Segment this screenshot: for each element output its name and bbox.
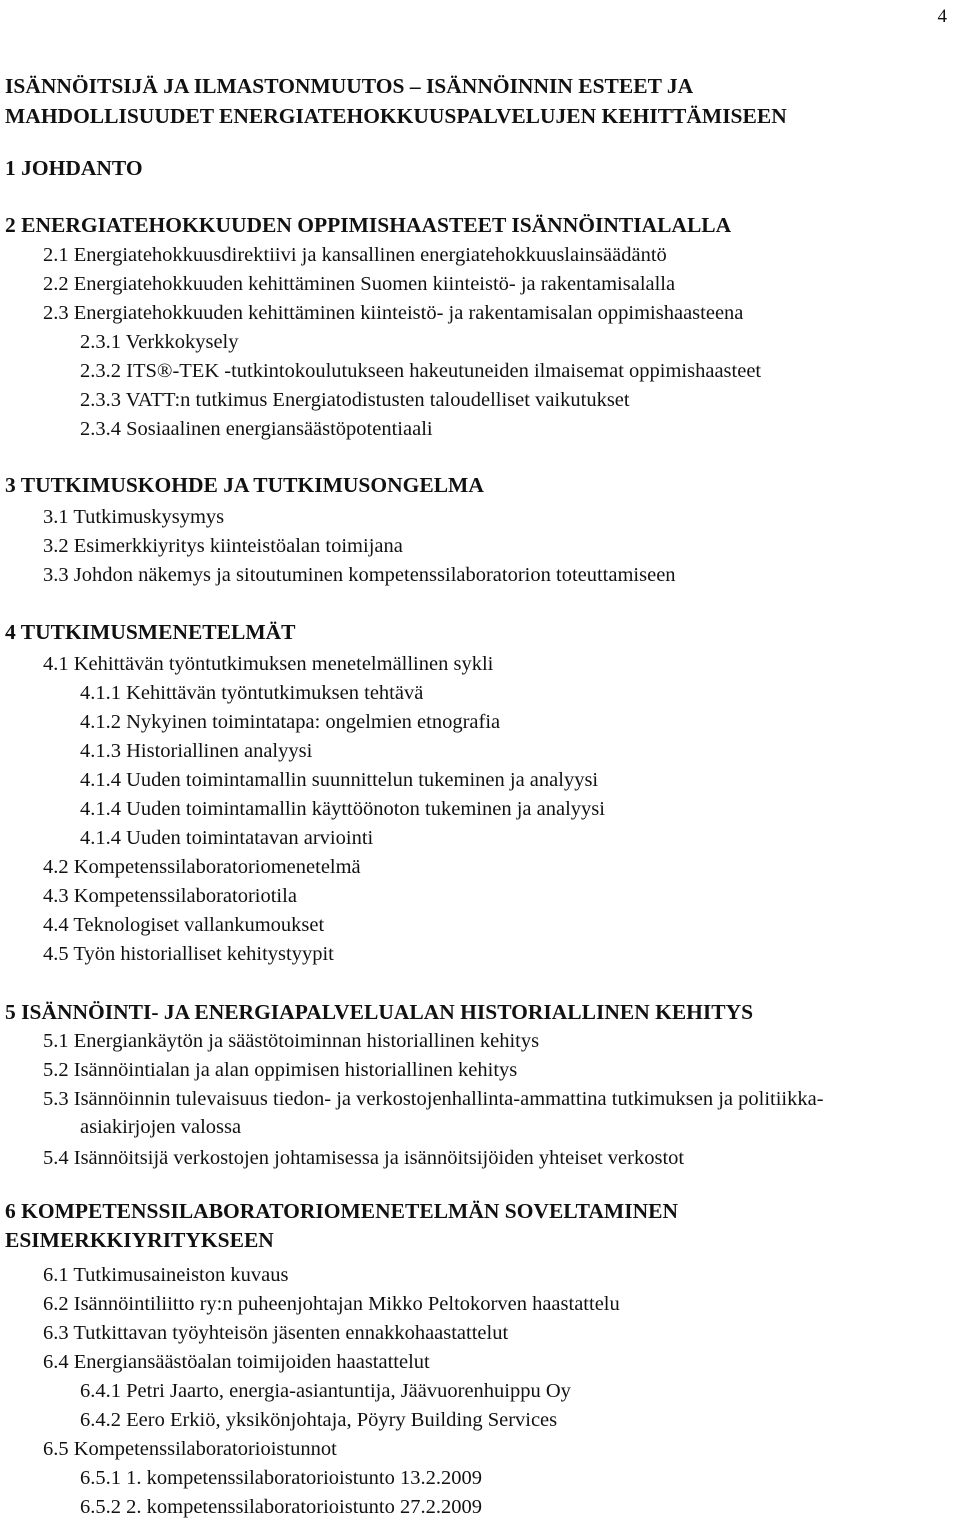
toc-entry-4-2: 4.2 Kompetenssilaboratoriomenetelmä [43,856,361,878]
toc-heading-2: 2 ENERGIATEHOKKUUDEN OPPIMISHAASTEET ISÄNNÖINTIALALLA [5,213,732,237]
title-line-2: MAHDOLLISUUDET ENERGIATEHOKKUUSPALVELUJEN KEHITTÄMISEEN [5,104,787,128]
toc-heading-4: 4 TUTKIMUSMENETELMÄT [5,620,296,644]
toc-entry-4-4: 4.4 Teknologiset vallankumoukset [43,914,325,936]
document-title [5,71,787,131]
toc-entry-4-1-4b: 4.1.4 Uuden toimintamallin käyttöönoton tukeminen ja analyysi [80,798,605,820]
toc-entry-2-3: 2.3 Energiatehokkuuden kehittäminen kiinteistö- ja rakentamisalan oppimishaasteena [43,302,744,324]
toc-entry-4-5: 4.5 Työn historialliset kehitystyypit [43,943,334,965]
toc-entry-2-1: 2.1 Energiatehokkuusdirektiivi ja kansallinen energiatehokkuuslainsäädäntö [43,244,667,266]
toc-heading-6-line-1: 6 KOMPETENSSILABORATORIOMENETELMÄN SOVELTAMINEN [5,1199,678,1223]
toc-entry-2-2: 2.2 Energiatehokkuuden kehittäminen Suomen kiinteistö- ja rakentamisalalla [43,273,676,295]
page-number: 4 [937,6,947,27]
toc-entry-6-4-2: 6.4.2 Eero Erkiö, yksikönjohtaja, Pöyry Building Services [80,1409,558,1431]
toc-entry-6-5: 6.5 Kompetenssilaboratorioistunnot [43,1438,337,1460]
toc-entry-5-2: 5.2 Isännöintialan ja alan oppimisen historiallinen kehitys [43,1059,518,1081]
toc-entry-6-5-2: 6.5.2 2. kompetenssilaboratorioistunto 27.2.2009 [80,1496,482,1518]
toc-heading-6-line-2: ESIMERKKIYRITYKSEEN [5,1228,274,1252]
toc-entry-3-3: 3.3 Johdon näkemys ja sitoutuminen kompetenssilaboratorion toteuttamiseen [43,564,676,586]
toc-entry-6-4-1: 6.4.1 Petri Jaarto, energia-asiantuntija, Jäävuorenhuippu Oy [80,1380,571,1402]
toc-entry-2-3-3: 2.3.3 VATT:n tutkimus Energiatodistusten taloudelliset vaikutukset [80,389,630,411]
toc-entry-5-3: 5.3 Isännöinnin tulevaisuus tiedon- ja verkostojenhallinta-ammattina tutkimuksen ja politiikka-asiakirjojen valossa [43,1088,824,1138]
toc-heading-3: 3 TUTKIMUSKOHDE JA TUTKIMUSONGELMA [5,473,484,497]
toc-entry-6-4: 6.4 Energiansäästöalan toimijoiden haastattelut [43,1351,430,1373]
toc-entry-4-1-4c: 4.1.4 Uuden toimintatavan arviointi [80,827,374,849]
toc-entry-3-2: 3.2 Esimerkkiyritys kiinteistöalan toimijana [43,535,403,557]
toc-entry-4-1-1: 4.1.1 Kehittävän työntutkimuksen tehtävä [80,682,424,704]
toc-entry-4-1: 4.1 Kehittävän työntutkimuksen menetelmällinen sykli [43,653,494,675]
toc-entry-3-1: 3.1 Tutkimuskysymys [43,506,225,528]
toc-entry-4-1-2: 4.1.2 Nykyinen toimintatapa: ongelmien etnografia [80,711,501,733]
toc-entry-2-3-4: 2.3.4 Sosiaalinen energiansäästöpotentiaali [80,418,433,440]
toc-entry-2-3-2: 2.3.2 ITS®-TEK -tutkintokoulutukseen hakeutuneiden ilmaisemat oppimishaasteet [80,360,762,382]
toc-entry-4-1-3: 4.1.3 Historiallinen analyysi [80,740,313,762]
toc-entry-5-4: 5.4 Isännöitsijä verkostojen johtamisessa ja isännöitsijöiden yhteiset verkostot [43,1147,685,1169]
toc-entry-6-1: 6.1 Tutkimusaineiston kuvaus [43,1264,289,1286]
toc-entry-4-1-4a: 4.1.4 Uuden toimintamallin suunnittelun tukeminen ja analyysi [80,769,599,791]
toc-entry-6-2: 6.2 Isännöintiliitto ry:n puheenjohtajan Mikko Peltokorven haastattelu [43,1293,620,1315]
toc-entry-6-5-1: 6.5.1 1. kompetenssilaboratorioistunto 13.2.2009 [80,1467,482,1489]
toc-entry-4-3: 4.3 Kompetenssilaboratoriotila [43,885,297,907]
toc-heading-1: 1 JOHDANTO [5,156,143,180]
toc-entry-5-1: 5.1 Energiankäytön ja säästötoiminnan historiallinen kehitys [43,1030,540,1052]
toc-heading-5: 5 ISÄNNÖINTI- JA ENERGIAPALVELUALAN HISTORIALLINEN KEHITYS [5,1000,754,1024]
toc-entry-2-3-1: 2.3.1 Verkkokysely [80,331,239,353]
title-line-1: ISÄNNÖITSIJÄ JA ILMASTONMUUTOS – ISÄNNÖINNIN ESTEET JA [5,74,694,98]
toc-entry-6-3: 6.3 Tutkittavan työyhteisön jäsenten ennakkohaastattelut [43,1322,509,1344]
